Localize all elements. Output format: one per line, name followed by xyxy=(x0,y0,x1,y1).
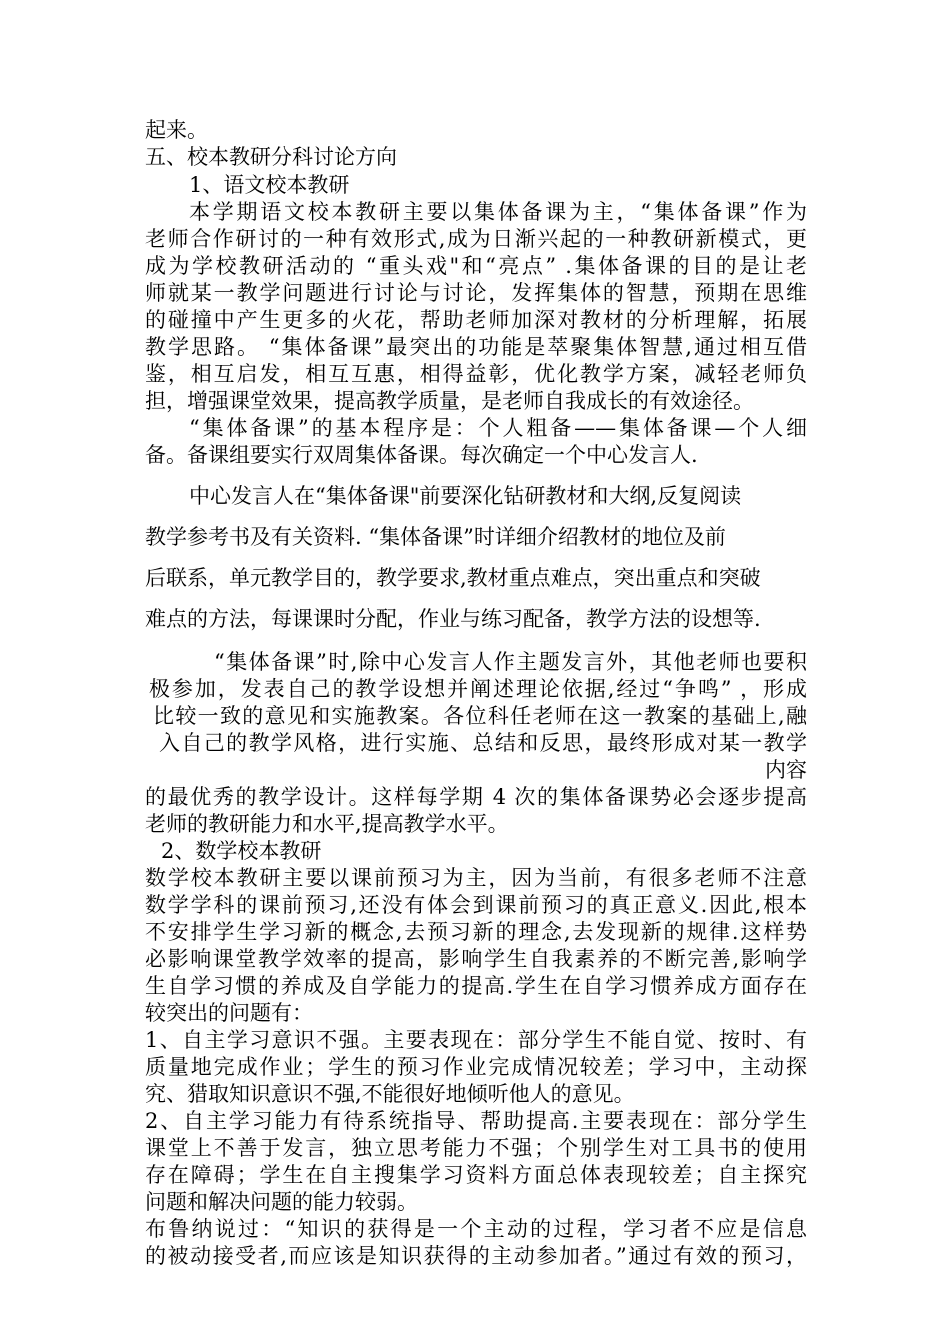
paragraph-line: 的被动接受者,而应该是知识获得的主动参加者。”通过有效的预习， xyxy=(145,1244,807,1268)
paragraph-line: 后联系，单元教学目的，教学要求,教材重点难点，突出重点和突破 xyxy=(145,566,761,590)
paragraph-line: 教学思路。 “集体备课”最突出的功能是萃聚集体智慧,通过相互借 xyxy=(145,335,807,359)
paragraph-line: 老师的教研能力和水平,提高教学水平。 xyxy=(145,812,509,836)
paragraph-line: 入自己的教学风格，进行实施、总结和反思，最终形成对某一教学 xyxy=(159,731,807,755)
paragraph-line: 不安排学生学习新的概念,去预习新的理念,去发现新的规律.这样势 xyxy=(145,920,807,944)
list-item: 2、自主学习能力有待系统指导、帮助提高.主要表现在：部分学生 xyxy=(145,1109,807,1133)
list-item-line: 究、猎取知识意识不强,不能很好地倾听他人的意见。 xyxy=(145,1082,635,1106)
list-item-line: 课堂上不善于发言，独立思考能力不强；个别学生对工具书的使用 xyxy=(145,1136,807,1160)
paragraph-line: 布鲁纳说过：“知识的获得是一个主动的过程，学习者不应是信息 xyxy=(145,1217,807,1241)
paragraph-line: 师就某一教学问题进行讨论与讨论，发挥集体的智慧，预期在思维 xyxy=(145,281,807,305)
paragraph-line: 担，增强课堂效果，提高教学质量，是老师自我成长的有效途径。 xyxy=(145,389,754,413)
list-item-line: 问题和解决问题的能力较弱。 xyxy=(145,1190,418,1214)
list-item: 1、自主学习意识不强。主要表现在：部分学生不能自觉、按时、有 xyxy=(145,1028,807,1052)
paragraph-line: 鉴，相互启发，相互互惠，相得益彰，优化教学方案，减轻老师负 xyxy=(145,362,807,386)
paragraph-line: 数学学科的课前预习,还没有体会到课前预习的真正意义.因此,根本 xyxy=(145,893,807,917)
paragraph-line: 成为学校教研活动的 “重头戏"和“亮点” .集体备课的目的是让老 xyxy=(145,254,807,278)
paragraph-line: “集体备课”的基本程序是：个人粗备——集体备课—个人细 xyxy=(189,416,807,440)
paragraph-line: 生自学习惯的养成及自学能力的提高.学生在自学习惯养成方面存在 xyxy=(145,974,807,998)
paragraph-line: 数学校本教研主要以课前预习为主，因为当前，有很多老师不注意 xyxy=(145,866,807,890)
paragraph-line: 极参加，发表自己的教学设想并阐述理论依据,经过“争鸣” ，形成 xyxy=(149,677,807,701)
paragraph-line: 较突出的问题有： xyxy=(145,1001,313,1025)
list-item-line: 存在障碍；学生在自主搜集学习资料方面总体表现较差；自主探究 xyxy=(145,1163,807,1187)
paragraph-line: 必影响课堂教学效率的提高，影响学生自我素养的不断完善,影响学 xyxy=(145,947,807,971)
subsection-heading: 2、数学校本教研 xyxy=(161,839,322,863)
paragraph-line: 教学参考书及有关资料. “集体备课”时详细介绍教材的地位及前 xyxy=(145,525,726,549)
paragraph-line: 的最优秀的教学设计。这样每学期 4 次的集体备课势必会逐步提高 xyxy=(145,785,807,809)
paragraph-line: 中心发言人在“集体备课"前要深化钻研教材和大纲,反复阅读 xyxy=(189,484,742,508)
section-heading: 五、校本教研分科讨论方向 xyxy=(145,145,397,169)
paragraph-line: 难点的方法，每课课时分配，作业与练习配备，教学方法的设想等. xyxy=(145,607,761,631)
subsection-heading: 1、语文校本教研 xyxy=(189,173,350,197)
paragraph-line: 本学期语文校本教研主要以集体备课为主，“集体备课”作为 xyxy=(189,200,807,224)
list-item-line: 质量地完成作业；学生的预习作业完成情况较差；学习中，主动探 xyxy=(145,1055,807,1079)
text-line: 起来。 xyxy=(145,118,208,142)
paragraph-line: 内容 xyxy=(765,758,807,782)
paragraph-line: 比较一致的意见和实施教案。各位科任老师在这一教案的基础上,融 xyxy=(153,704,807,728)
paragraph-line: 的碰撞中产生更多的火花，帮助老师加深对教材的分析理解，拓展 xyxy=(145,308,807,332)
paragraph-line: 老师合作研讨的一种有效形式,成为日渐兴起的一种教研新模式，更 xyxy=(145,227,807,251)
paragraph-line: “集体备课”时,除中心发言人作主题发言外，其他老师也要积 xyxy=(214,650,807,674)
paragraph-line: 备。备课组要实行双周集体备课。每次确定一个中心发言人. xyxy=(145,443,698,467)
